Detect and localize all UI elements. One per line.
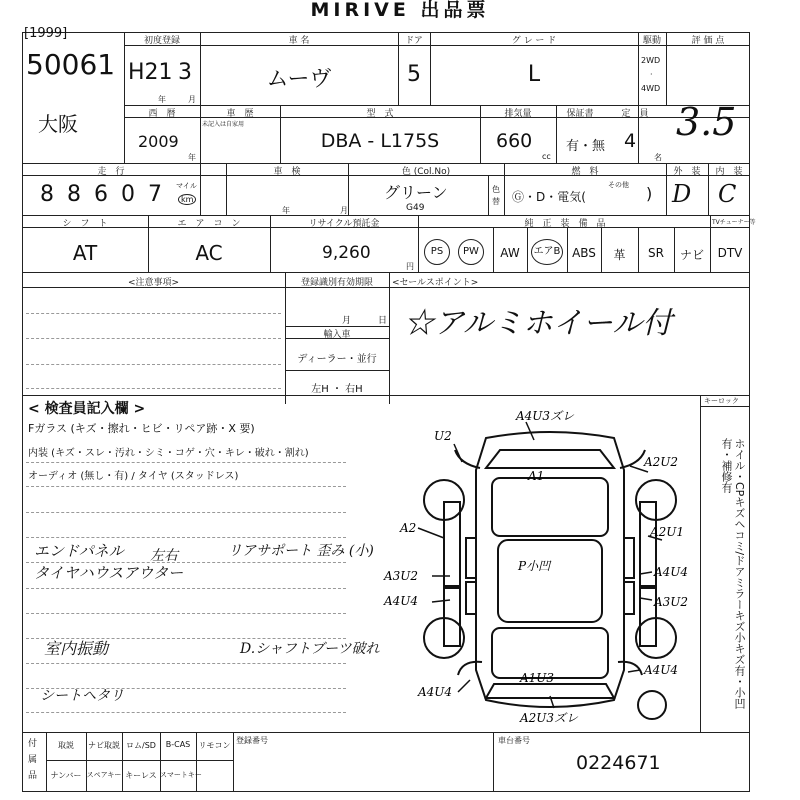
label-pu: P小凹 [518, 559, 551, 573]
note-end-panel: エンドパネル [34, 542, 124, 560]
import-header: 輸入車 [323, 330, 351, 340]
region: 大阪 [38, 112, 78, 136]
color-header: 色 (Col.No) [401, 167, 451, 177]
exterior-grade: D [672, 180, 692, 208]
shaken-year: 年 [282, 206, 290, 215]
exterior-header: 外 装 [673, 167, 701, 177]
label-a3u2-left: A3U2 [384, 569, 419, 583]
acc-navi-manual: ナビ取説 [88, 741, 120, 750]
fuel-header: 燃 料 [571, 167, 599, 177]
label-a2u1: A2U1 [650, 525, 685, 539]
label-a2u3: A2U3ズレ [520, 711, 579, 725]
equip-airbag: エアB [531, 239, 563, 265]
car-name-header: 車 名 [288, 36, 310, 46]
equipment-header: 純 正 装 備 品 [524, 219, 606, 229]
shift-header: シ フ ト [62, 219, 108, 229]
acc-smart-key: スマートキー [160, 771, 202, 779]
note-vibration: 室内振動 [44, 639, 109, 658]
fuel-other: その他 [608, 181, 629, 189]
reg-header: 初度登録 [143, 36, 180, 46]
inspector-line-audio: オーディオ (無し・有) / タイヤ (スタッドレス) [28, 471, 239, 482]
equip-pw: PW [458, 239, 484, 265]
acc-keyless: キーレス [125, 771, 157, 780]
reg-expiry-header: 登録識別有効期限 [300, 278, 373, 288]
recycle-value: 9,260 [322, 243, 371, 263]
western-year: 2009 [138, 132, 179, 151]
score-header: 評 価 点 [691, 36, 725, 46]
keylock-header: キーロック [704, 397, 739, 405]
displacement-unit: cc [542, 152, 551, 161]
equip-leather: 革 [613, 248, 626, 262]
label-a1: A1 [528, 469, 545, 483]
grade-value: L [527, 62, 541, 87]
color-change: 色替 [492, 185, 500, 206]
western-header: 西 暦 [148, 109, 176, 119]
note-tire-house: タイヤハウスアウター [34, 564, 184, 582]
model-header: 型 式 [366, 109, 394, 119]
displacement-header: 排気量 [504, 109, 532, 119]
acc-rom-sd: ロム/SD [126, 741, 156, 750]
displacement-value: 660 [496, 130, 533, 152]
acc-plate: ナンバー [50, 771, 82, 780]
drive-4wd: 4WD [641, 84, 661, 93]
chassis-header: 車台番号 [498, 736, 530, 745]
drive-dot: · [650, 70, 653, 79]
note-left-right: 左右 [150, 548, 178, 564]
mileage-unit-km: km [178, 194, 196, 205]
fuel-close: ) [646, 184, 653, 203]
reg-expiry-month: 月 [342, 316, 352, 326]
import-handle: 左H ・ 右H [311, 384, 363, 395]
equip-navi: ナビ [679, 248, 704, 262]
equip-dtv: DTV [717, 246, 743, 260]
chassis-number: 0224671 [576, 752, 661, 774]
score-value: 3.5 [676, 100, 737, 144]
reg-expiry-day: 日 [378, 316, 388, 326]
reg-number-header: 登録番号 [236, 736, 268, 745]
warranty-header: 保証書 [566, 109, 594, 119]
sales-point-text: ☆アルミホイール付 [404, 306, 673, 341]
lot-number: 50061 [26, 48, 116, 81]
aircon-header: エ ア コ ン [177, 219, 241, 229]
inspector-header: < 検査員記入欄 > [28, 401, 146, 417]
recycle-header: リサイクル預託金 [308, 219, 380, 229]
door-count: 5 [407, 62, 421, 87]
shaken-month: 月 [340, 206, 348, 215]
tuner-label: TVチューナー等 [712, 219, 756, 226]
grade-header: グ レ ー ド [511, 36, 557, 46]
drive-header: 駆動 [642, 36, 661, 46]
acc-manual: 取説 [58, 741, 74, 750]
reg-month-unit: 月 [188, 95, 196, 104]
side-note: ホイル・CPキズヘコミ/ドアミラーキズ小キズ有・小凹有・補修有 [720, 438, 746, 710]
notes-header: <注意事項> [127, 278, 180, 288]
mileage-unit-mile: マイル [176, 182, 197, 190]
label-a4u4-right: A4U4 [654, 565, 689, 579]
western-unit: 年 [188, 153, 196, 162]
fuel-options: Ⓖ・D・電気( [512, 190, 586, 204]
form-title: MIRIVE 出品票 [310, 0, 490, 21]
import-dealer: ディーラー・並行 [297, 354, 377, 365]
capacity-value: 4 [624, 130, 637, 152]
equip-sr: SR [648, 246, 664, 260]
equip-abs: ABS [572, 246, 596, 260]
history-note: 未記入は自家用 [202, 121, 245, 128]
label-a4u4-left: A4U4 [384, 594, 419, 608]
mileage-header: 走 行 [97, 167, 125, 177]
shaken-header: 車 検 [273, 167, 301, 177]
label-a4u3-top: A4U3ズレ [516, 409, 575, 423]
sales-point-header: <セールスポイント> [392, 278, 479, 288]
inspector-line-glass: Fガラス (キズ・擦れ・ヒビ・リペア跡・X 要) [28, 422, 255, 435]
interior-grade: C [718, 180, 737, 208]
label-a1u3: A1U3 [520, 671, 555, 685]
mileage-digits: 8 8 6 0 7 [40, 182, 165, 207]
color-code: G49 [406, 203, 425, 213]
door-header: ドア [405, 36, 423, 46]
warranty-value: 有・無 [566, 139, 606, 154]
note-shaft-boot: D.シャフトブーツ破れ [240, 641, 380, 657]
reg-year-unit: 年 [158, 95, 166, 104]
label-a2u2: A2U2 [644, 455, 679, 469]
equip-aw: AW [500, 246, 520, 260]
model-code: DBA - L175S [320, 130, 440, 152]
note-seat: シートヘタリ [40, 688, 124, 704]
drive-2wd: 2WD [641, 56, 661, 65]
accessories-label: 付属品 [28, 739, 38, 781]
shift-value: AT [72, 241, 98, 265]
color-value: グリーン [384, 183, 448, 202]
acc-remote: リモコン [198, 741, 231, 750]
label-a2-left: A2 [400, 521, 417, 535]
car-damage-diagram [384, 409, 700, 730]
label-a4u4-rear-left: A4U4 [418, 685, 453, 699]
capacity-header: 定 員 [621, 109, 649, 119]
capacity-unit: 名 [654, 153, 662, 162]
reg-month: 3 [178, 60, 192, 85]
reg-era: H21 [128, 60, 173, 85]
lot-year: [1999] [24, 26, 68, 41]
aircon-value: AC [195, 241, 223, 265]
acc-spare-key: スペアキー [86, 771, 122, 779]
equip-ps: PS [424, 239, 450, 265]
note-rear-support: リアサポート 歪み (小) [228, 543, 374, 559]
label-u2: U2 [434, 429, 452, 443]
interior-header: 内 装 [715, 167, 743, 177]
car-name: ムーヴ [266, 67, 332, 92]
history-header: 車 歴 [226, 109, 254, 119]
inspector-line-interior: 内装 (キズ・スレ・汚れ・シミ・コゲ・穴・キレ・破れ・割れ) [28, 448, 309, 459]
label-a3u2-right: A3U2 [654, 595, 689, 609]
acc-bcas: B-CAS [165, 740, 191, 749]
label-a4u4-rear-right: A4U4 [644, 663, 679, 677]
recycle-unit: 円 [406, 262, 414, 271]
